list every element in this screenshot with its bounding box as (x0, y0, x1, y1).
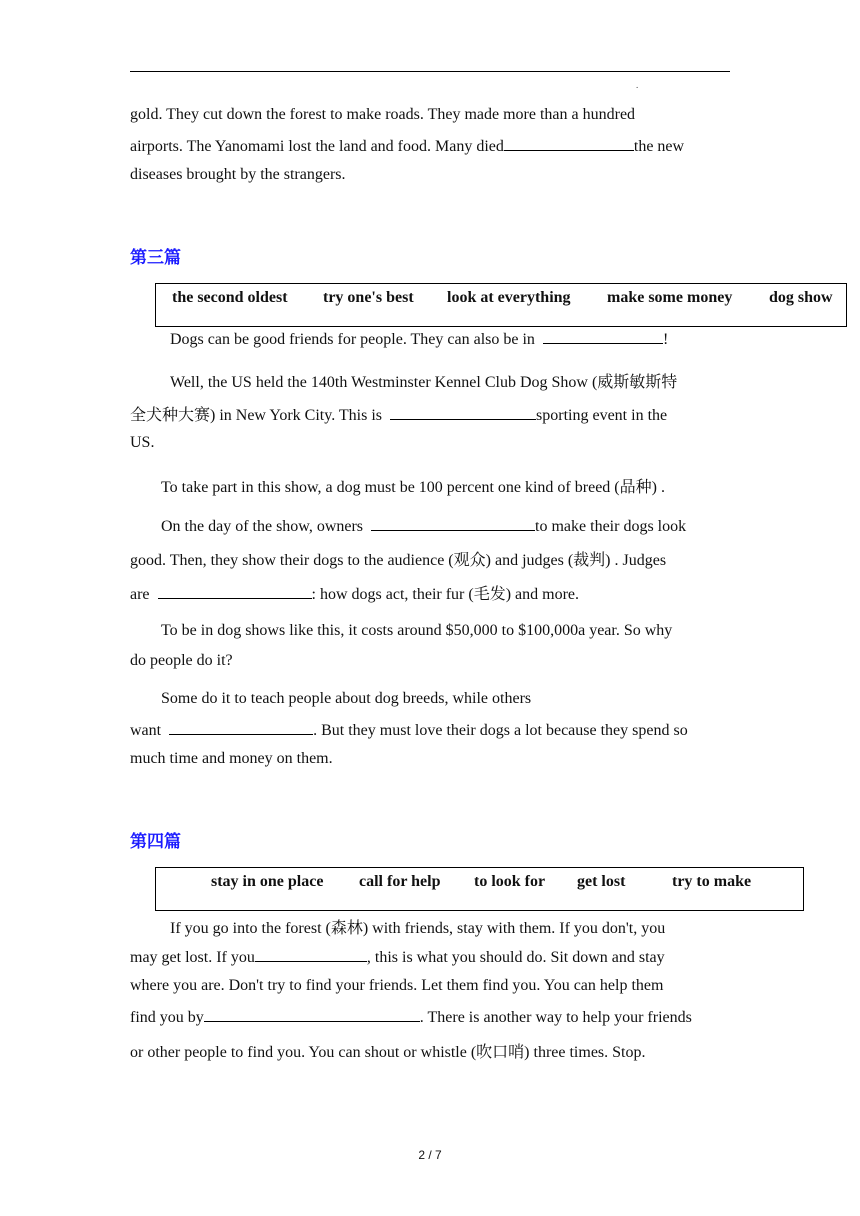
word-bank-item: make some money (607, 289, 733, 306)
section-heading-3: 第三篇 (130, 248, 181, 267)
p4-line-1: If you go into the forest (森林) with friends, stay with them. If you don't, you (170, 920, 666, 937)
p3-para-4-line-3b: : how dogs act, their fur (毛发) and more. (311, 586, 580, 603)
word-bank-3 (155, 283, 847, 327)
p4-line-2 (130, 947, 665, 967)
p3-para-1b: ! (662, 331, 669, 348)
p4-line-4 (130, 1007, 692, 1027)
p3-para-5-line-2: do people do it? (130, 652, 233, 669)
p3-para-2-line-1: Well, the US held the 140th Westminster Kennel Club Dog Show (威斯敏斯特 (170, 374, 678, 391)
section-heading-4: 第四篇 (130, 832, 181, 851)
answer-blank[interactable] (169, 720, 313, 735)
p4-line-4a: find you by (130, 1009, 204, 1026)
p3-para-4-line-1b: to make their dogs look (535, 518, 687, 535)
answer-blank[interactable] (390, 405, 536, 420)
p3-para-4-line-1 (161, 516, 686, 536)
p3-para-4-line-2: good. Then, they show their dogs to the audience (观众) and judges (裁判) . Judges (130, 552, 667, 569)
header-dot: . (636, 80, 639, 90)
page-number: 2 / 7 (418, 1148, 442, 1162)
p3-para-6-line-1: Some do it to teach people about dog breeds, while others (161, 690, 532, 707)
p3-para-6-line-3: much time and money on them. (130, 750, 333, 767)
word-bank-item: look at everything (447, 289, 571, 306)
answer-blank[interactable] (543, 329, 663, 344)
answer-blank[interactable] (255, 947, 367, 962)
word-bank-4 (155, 867, 804, 911)
p3-para-4-line-3a: are (130, 586, 150, 603)
p2-line-2 (130, 136, 684, 156)
p3-para-5-line-1: To be in dog shows like this, it costs around $50,000 to $100,000a year. So why (161, 622, 673, 639)
word-bank-item: dog show (769, 289, 833, 306)
p4-line-3: where you are. Don't try to find your friends. Let them find you. You can help them (130, 977, 664, 994)
answer-blank[interactable] (371, 516, 535, 531)
p3-para-6-line-2b: . But they must love their dogs a lot because they spend so (313, 722, 688, 739)
p3-para-6-line-2a: want (130, 722, 162, 739)
p2-line-2a: airports. The Yanomami lost the land and food. Many died (130, 138, 504, 155)
p3-para-1 (170, 329, 668, 349)
p3-para-1a: Dogs can be good friends for people. They can also be in (170, 331, 535, 348)
word-bank-item: try to make (672, 873, 752, 890)
answer-blank[interactable] (504, 136, 634, 151)
p3-para-4-line-3 (130, 581, 579, 604)
word-bank-item: try one's best (323, 289, 414, 306)
p3-para-2-line-3: US. (130, 434, 155, 451)
p3-para-3: To take part in this show, a dog must be 100 percent one kind of breed (品种) . (161, 479, 665, 496)
p3-para-2-line-2b: sporting event in the (536, 407, 668, 424)
header-rule (130, 71, 730, 72)
word-bank-item: get lost (577, 873, 626, 890)
p4-line-2b: , this is what you should do. Sit down and stay (366, 949, 665, 966)
word-bank-item: stay in one place (211, 873, 324, 890)
answer-blank[interactable] (204, 1007, 420, 1022)
p3-para-6-line-2 (130, 720, 688, 740)
word-bank-item: the second oldest (172, 289, 288, 306)
p2-line-2b: the new (633, 138, 685, 155)
p4-line-2a: may get lost. If you (130, 949, 255, 966)
p4-line-5: or other people to find you. You can shout or whistle (吹口哨) three times. Stop. (130, 1044, 646, 1061)
p2-line-1: gold. They cut down the forest to make roads. They made more than a hundred (130, 106, 636, 123)
word-bank-item: to look for (474, 873, 546, 890)
p2-line-3: diseases brought by the strangers. (130, 166, 346, 183)
p4-line-4b: . There is another way to help your friends (419, 1009, 692, 1026)
answer-blank[interactable] (158, 584, 312, 599)
p3-para-2-line-2 (130, 402, 667, 425)
p3-para-4-line-1a: On the day of the show, owners (161, 518, 364, 535)
p3-para-2-line-2a: 全犬种大赛) in New York City. This is (130, 407, 383, 424)
word-bank-item: call for help (359, 873, 441, 890)
